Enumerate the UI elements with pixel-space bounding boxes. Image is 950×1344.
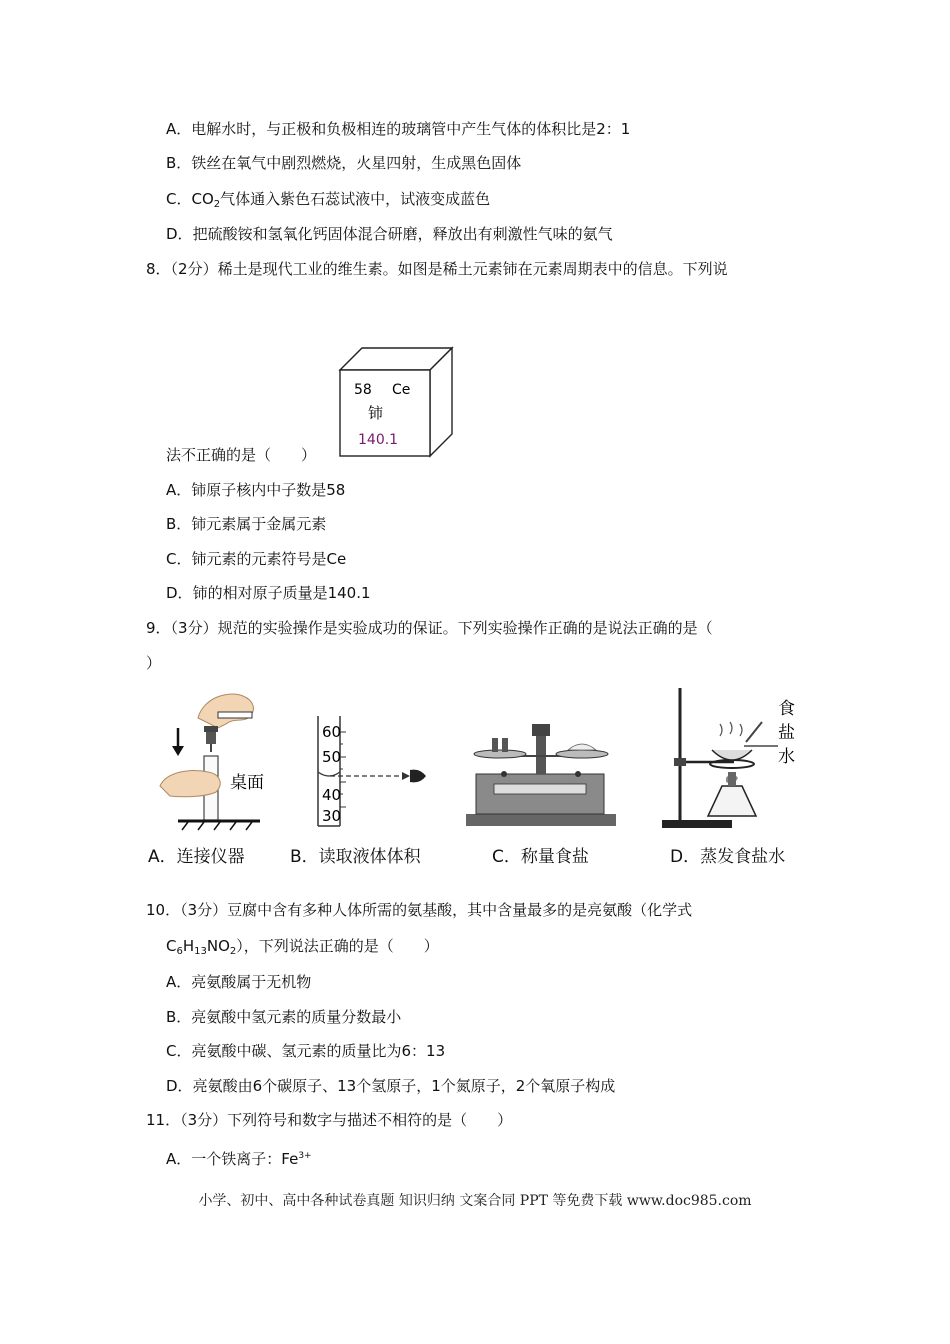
- q10-stem-line1: 10．（3分）豆腐中含有多种人体所需的氨基酸，其中含量最多的是亮氨酸（化学式: [146, 901, 693, 919]
- q10-stem-line2: $C_6H_{13}NO_2$），下列说法正确的是（ ）: [166, 937, 439, 957]
- cylinder-tick-40: 40: [322, 786, 342, 804]
- element-mass: 140.1: [358, 432, 399, 448]
- q8-option-c: C．铈元素的元素符号是Ce: [166, 550, 347, 568]
- salt-water-label-3: 水: [778, 747, 795, 767]
- caption-d: D．蒸发食盐水: [670, 847, 786, 867]
- q8-stem-line2: 法不正确的是（ ）: [166, 446, 317, 464]
- figure-c-weigh-salt: [464, 712, 624, 830]
- figure-b-read-volume: [310, 710, 430, 830]
- q9-stem-line2: ）: [146, 654, 162, 672]
- q7-option-a: A．电解水时，与正极和负极相连的玻璃管中产生气体的体积比是2：1: [166, 120, 631, 138]
- q11-stem: 11．（3分）下列符号和数字与描述不相符的是（ ）: [146, 1111, 513, 1129]
- q11-option-a: A．一个铁离子：$Fe^{3+}$: [166, 1150, 312, 1168]
- cylinder-tick-30: 30: [322, 807, 342, 825]
- element-card-figure: [336, 344, 460, 462]
- q10-option-d: D．亮氨酸由6个碳原子、13个氢原子，1个氮原子，2个氧原子构成: [166, 1077, 616, 1095]
- page-footer: 小学、初中、高中各种试卷真题 知识归纳 文案合同 PPT 等免费下载 www.doc985.com: [198, 1193, 752, 1209]
- q8-option-a: A．铈原子核内中子数是58: [166, 481, 346, 499]
- figure-a-connect-apparatus: [148, 688, 278, 833]
- q10-option-c: C．亮氨酸中碳、氢元素的质量比为6：13: [166, 1042, 446, 1060]
- table-label: 桌面: [230, 773, 264, 793]
- cylinder-tick-50: 50: [322, 748, 342, 766]
- q9-stem-line1: 9．（3分）规范的实验操作是实验成功的保证。下列实验操作正确的是说法正确的是（: [146, 619, 713, 637]
- q8-option-b: B．铈元素属于金属元素: [166, 515, 327, 533]
- q8-stem-line1: 8．（2分）稀土是现代工业的维生素。如图是稀土元素铈在元素周期表中的信息。下列说: [146, 260, 728, 278]
- q8-option-d: D．铈的相对原子质量是140.1: [166, 584, 371, 602]
- caption-b: B．读取液体体积: [290, 847, 421, 867]
- element-number: 58: [354, 382, 372, 398]
- salt-water-label-2: 盐: [778, 723, 795, 743]
- q7-option-d: D．把硫酸铵和氢氧化钙固体混合研磨，释放出有刺激性气味的氨气: [166, 225, 613, 243]
- q7-option-c: C．$CO_2$气体通入紫色石蕊试液中，试液变成蓝色: [166, 190, 491, 210]
- q10-option-a: A．亮氨酸属于无机物: [166, 973, 312, 991]
- cylinder-tick-60: 60: [322, 723, 342, 741]
- q10-option-b: B．亮氨酸中氢元素的质量分数最小: [166, 1008, 402, 1026]
- element-symbol: Ce: [392, 382, 411, 398]
- salt-water-label-1: 食: [778, 699, 795, 719]
- caption-c: C．称量食盐: [492, 847, 589, 867]
- caption-a: A．连接仪器: [148, 847, 245, 867]
- figure-d-evaporate-salt-water: [660, 686, 800, 832]
- element-name: 铈: [368, 404, 384, 422]
- q7-option-b: B．铁丝在氧气中剧烈燃烧，火星四射，生成黑色固体: [166, 154, 522, 172]
